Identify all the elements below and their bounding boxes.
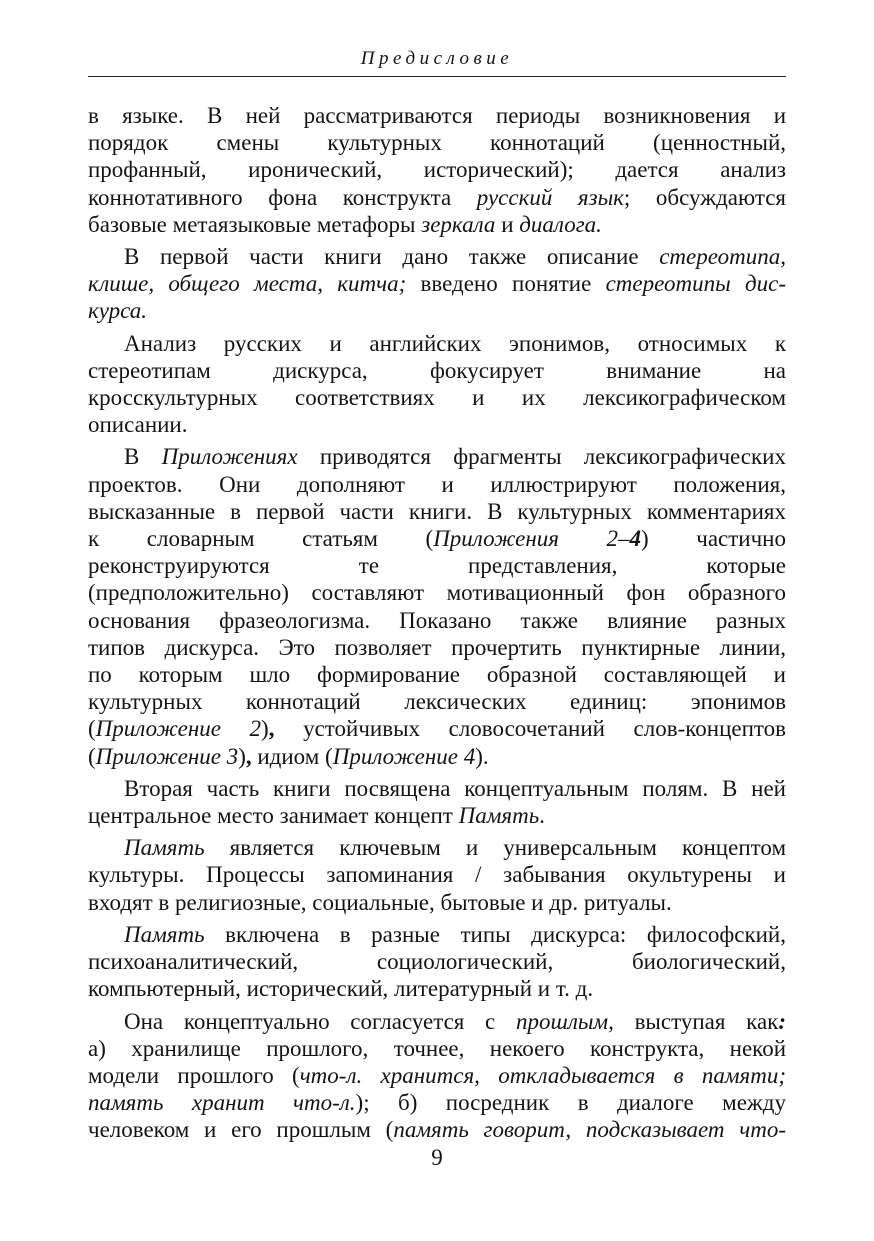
text-line: центральное место занимает концепт Память. [88, 803, 545, 829]
text-line: психоаналитический, социологический, биологический, [88, 949, 786, 975]
text-line: коннотативного фона конструкта русский язык; обсуждаются [88, 184, 786, 210]
text-line: описании. [88, 412, 188, 438]
running-header [88, 44, 786, 77]
text-line: реконструируются те представления, которые [88, 553, 786, 579]
text-line: по которым шло формирование образной составляющей и [88, 662, 786, 688]
text-line: курса. [88, 298, 148, 324]
text-line: высказанные в первой части книги. В культурных комментариях [88, 498, 786, 524]
paragraph-4 [88, 443, 786, 769]
text-line: основания фразеологизма. Показано также влияние разных [88, 607, 786, 633]
text-line: Память является ключевым и универсальным концептом [124, 835, 786, 861]
paragraph-3 [88, 330, 786, 439]
text-line: клише, общего места, китча; введено понятие стереотипы дис- [88, 271, 787, 297]
text-line: кросскультурных соответствиях и их лексикографическом [88, 385, 786, 411]
text-line: культуры. Процессы запоминания / забывания окультурены и [88, 862, 786, 888]
paragraph-2 [88, 243, 786, 325]
text-line: человеком и его прошлым (память говорит, подсказывает что- [88, 1117, 786, 1143]
paragraph-5 [88, 775, 786, 829]
text-line: В первой части книги дано также описание стереотипа, [124, 244, 786, 270]
text-line: память хранит что-л.); б) посредник в диалоге между [88, 1090, 786, 1116]
text-line: в языке. В ней рассматриваются периоды возникновения и [88, 103, 786, 128]
text-line: а) хранилище прошлого, точнее, некоего конструкта, некой [88, 1035, 786, 1061]
text-line: Память включена в разные типы дискурса: философский, [124, 921, 786, 947]
paragraph-6 [88, 834, 786, 916]
text-line: базовые метаязыковые метафоры зеркала и диалога. [88, 211, 602, 237]
text-line: Анализ русских и английских эпонимов, относимых к [124, 330, 786, 356]
running-header-title: Предисловие [360, 48, 514, 69]
text-line: входят в религиозные, социальные, бытовые и др. ритуалы. [88, 889, 672, 915]
text-line: культурных коннотаций лексических единиц: эпонимов [88, 689, 786, 715]
paragraph-1 [88, 102, 786, 238]
text-line: проектов. Они дополняют и иллюстрируют положения, [88, 471, 786, 497]
paragraph-8 [88, 1008, 786, 1144]
text-line: порядок смены культурных коннотаций (ценностный, [88, 130, 786, 156]
text-line: типов дискурса. Это позволяет прочертить пунктирные линии, [88, 634, 786, 660]
text-line: Она концептуально согласуется с прошлым, выступая как: [124, 1008, 787, 1034]
text-line: (предположительно) составляют мотивационный фон образного [88, 580, 786, 606]
text-line: компьютерный, исторический, литературный и т. д. [88, 976, 594, 1002]
text-line: профанный, иронический, исторический); дается анализ [88, 157, 786, 183]
text-line: В Приложениях приводятся фрагменты лексикографических [124, 444, 786, 470]
text-line: модели прошлого (что-л. хранится, откладывается в памяти; [88, 1062, 786, 1088]
text-line: Вторая часть книги посвящена концептуальным полям. В ней [124, 775, 786, 801]
paragraph-7 [88, 921, 786, 1003]
page-number: 9 [431, 1145, 443, 1170]
text-line: стереотипам дискурса, фокусирует внимание на [88, 357, 786, 383]
text-line: к словарным статьям (Приложения 2–4) частично [88, 526, 786, 552]
text-line: (Приложение 3), идиом (Приложение 4). [88, 743, 489, 769]
main-text [88, 102, 786, 1144]
text-line: (Приложение 2), устойчивых словосочетаний слов-концептов [88, 716, 786, 742]
